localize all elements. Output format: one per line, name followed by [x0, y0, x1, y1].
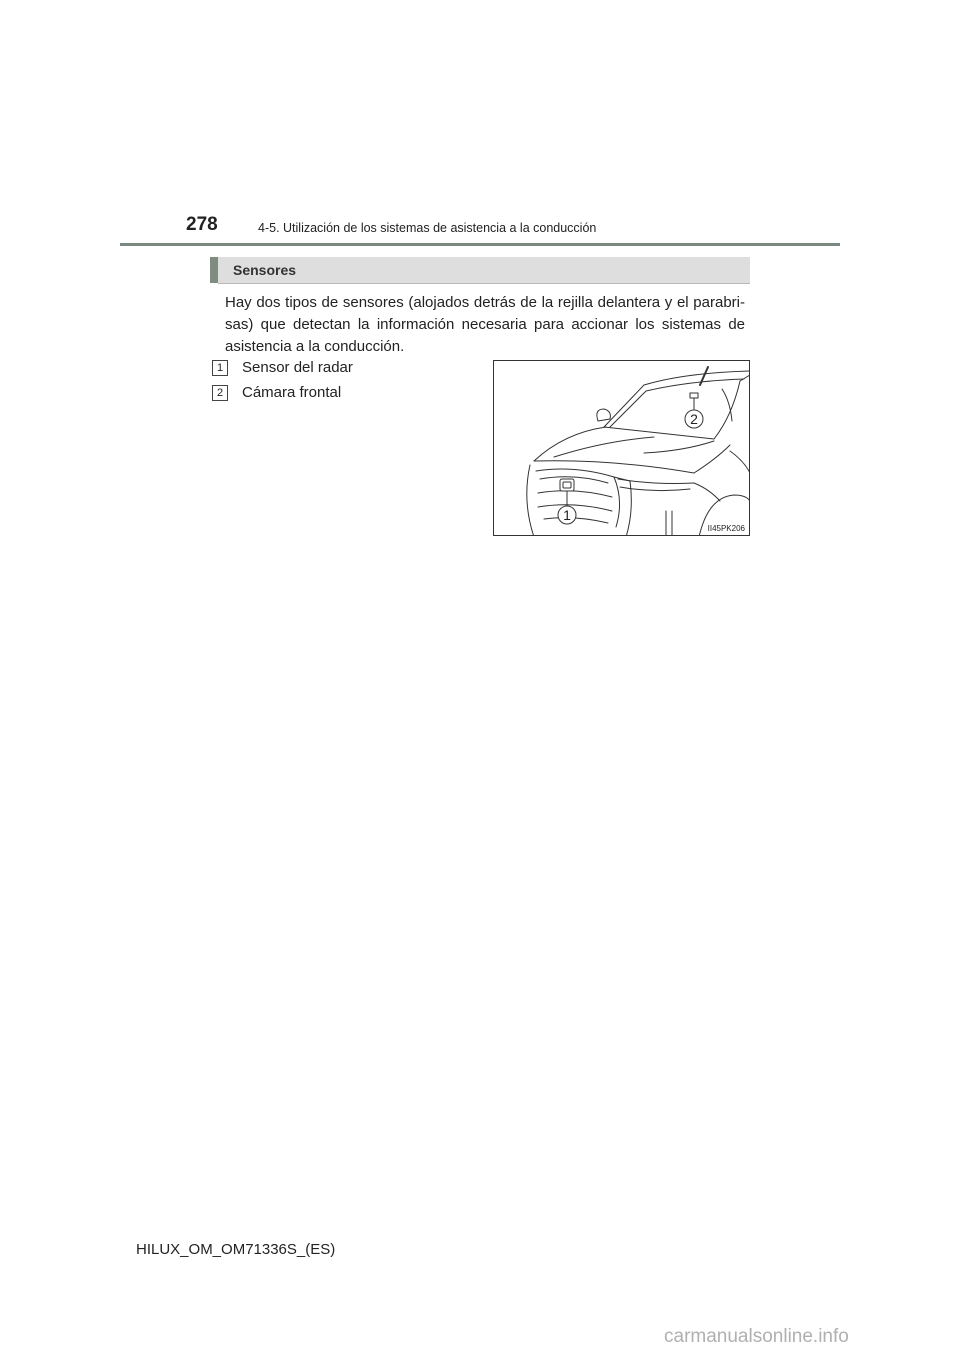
legend-label: Cámara frontal: [242, 384, 342, 401]
legend-label: Sensor del radar: [242, 359, 353, 376]
legend-number: 1: [212, 360, 228, 376]
page-number: 278: [186, 214, 218, 235]
callout-camera: 2: [690, 411, 698, 427]
chapter-header: 4-5. Utilización de los sistemas de asistencia a la conducción: [258, 221, 597, 235]
intro-paragraph: Hay dos tipos de sensores (alojados detrás de la rejilla delantera y el parabri-sas) que detectan la información necesaria para accionar los sistemas de asistencia a la conducción.: [225, 294, 745, 355]
truck-front-drawing: [494, 361, 750, 536]
document-code: HILUX_OM_OM71336S_(ES): [136, 1241, 336, 1258]
section-title: Sensores: [233, 262, 297, 278]
legend-number: 2: [212, 385, 228, 401]
section-heading-bar: [210, 257, 750, 283]
watermark: carmanualsonline.info: [664, 1326, 849, 1347]
header-divider: [120, 243, 840, 246]
figure-code: II45PK206: [707, 524, 745, 533]
vehicle-illustration: [493, 360, 750, 536]
callout-radar: 1: [563, 507, 571, 523]
